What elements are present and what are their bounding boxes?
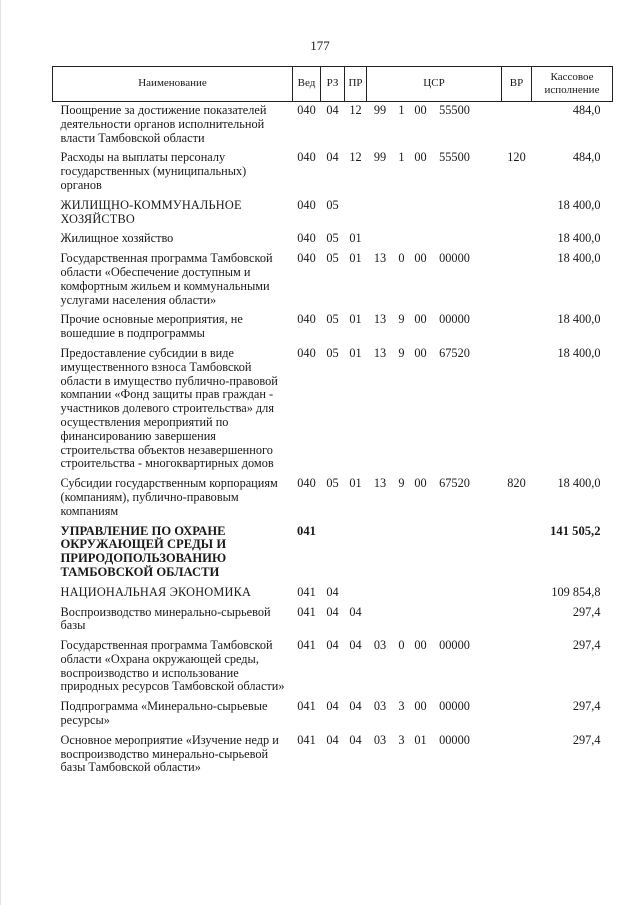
row-amount: 18 400,0 (557, 312, 601, 327)
header-vr: ВР (502, 67, 532, 102)
row-rz: 04 (326, 699, 339, 714)
csr-program: 03 (373, 732, 387, 747)
csr-event: 00 (414, 699, 427, 714)
csr-subprogram: 1 (398, 103, 405, 117)
csr-direction: 00000 (439, 638, 470, 653)
row-rz: 05 (326, 251, 339, 266)
row-vr (502, 732, 532, 779)
row-rz: 05 (326, 231, 339, 246)
row-pr: 04 (349, 699, 362, 714)
row-name: Прочие основные мероприятия, не вошедшие в подпрограммы (60, 312, 243, 341)
row-vr (502, 604, 532, 638)
csr-program: 13 (373, 345, 387, 360)
row-csr (367, 523, 502, 584)
csr-subprogram: 9 (398, 476, 405, 491)
row-rz: 05 (326, 312, 339, 327)
table-row (53, 604, 613, 638)
csr-event: 00 (414, 345, 427, 360)
row-name: Подпрограмма «Минерально-сырьевые ресурсы» (60, 699, 268, 728)
csr-program: 99 (373, 103, 387, 117)
row-csr (367, 102, 502, 150)
row-rz: 04 (326, 604, 339, 619)
csr-subprogram: 1 (398, 150, 405, 165)
row-amount: 297,4 (572, 732, 601, 747)
row-rz: 05 (326, 345, 339, 360)
table-row (53, 698, 613, 732)
row-vr (502, 523, 532, 584)
row-ved: 041 (297, 604, 316, 619)
table-row (53, 637, 613, 698)
row-ved: 040 (297, 312, 316, 327)
csr-direction: 00000 (439, 699, 470, 714)
row-ved: 040 (297, 103, 316, 117)
row-ved: 041 (297, 732, 316, 747)
header-csr: ЦСР (367, 67, 502, 102)
row-pr: 01 (349, 231, 362, 246)
row-ved: 041 (297, 584, 316, 599)
budget-execution-table (52, 66, 613, 779)
csr-direction: 67520 (439, 476, 470, 491)
page-number: 177 (310, 38, 330, 53)
row-ved: 040 (297, 231, 316, 246)
row-amount: 18 400,0 (557, 231, 601, 246)
row-rz: 05 (326, 197, 339, 212)
row-amount: 18 400,0 (557, 251, 601, 266)
row-csr (367, 604, 502, 638)
table-row (53, 197, 613, 231)
header-name: Наименование (53, 67, 293, 102)
row-pr: 04 (349, 604, 362, 619)
table-row (53, 311, 613, 345)
table-row (53, 102, 613, 150)
row-vr (502, 311, 532, 345)
row-name: Субсидии государственным корпорациям (компаниям), публично-правовым компаниям (60, 476, 278, 518)
row-ved: 041 (297, 638, 316, 653)
row-pr: 12 (349, 150, 362, 165)
row-name: ЖИЛИЩНО-КОММУНАЛЬНОЕ ХОЗЯЙСТВО (60, 197, 242, 226)
row-ved: 040 (297, 476, 316, 491)
header-rz: РЗ (321, 67, 345, 102)
row-vr (502, 250, 532, 311)
csr-subprogram: 3 (398, 699, 405, 714)
row-vr (502, 584, 532, 604)
row-amount: 18 400,0 (557, 197, 601, 212)
row-csr (367, 637, 502, 698)
row-amount: 109 854,8 (551, 584, 601, 599)
row-vr (502, 698, 532, 732)
csr-subprogram: 9 (398, 345, 405, 360)
table-row (53, 732, 613, 779)
row-pr (345, 523, 367, 584)
row-vr (502, 102, 532, 150)
csr-program: 03 (373, 638, 387, 653)
row-csr (367, 345, 502, 475)
row-name: НАЦИОНАЛЬНАЯ ЭКОНОМИКА (60, 584, 252, 599)
row-ved: 040 (297, 251, 316, 266)
row-csr (367, 475, 502, 522)
row-name: Предоставление субсидии в виде имущественного взноса Тамбовской области в имущество публично-правовой компании «Фонд защиты прав граждан - участников долевого строительства» для осуществления мероприятий по финансированию завершения строительства объектов незавершенного строительства - многоквартирных домов (60, 345, 278, 471)
row-csr (367, 584, 502, 604)
row-pr (345, 584, 367, 604)
csr-event: 00 (414, 150, 427, 165)
scan-edge-shadow (0, 0, 1, 905)
csr-subprogram: 9 (398, 312, 405, 327)
table-row (53, 345, 613, 475)
row-vr (502, 197, 532, 231)
row-pr: 01 (349, 345, 362, 360)
row-rz: 04 (326, 150, 339, 165)
row-amount: 484,0 (572, 103, 601, 117)
row-rz: 05 (326, 476, 339, 491)
row-name: Жилищное хозяйство (60, 231, 174, 246)
row-rz (321, 523, 345, 584)
csr-event: 00 (414, 312, 427, 327)
row-name: Поощрение за достижение показателей деятельности органов исполнительной власти Тамбовской области (60, 103, 267, 145)
row-csr (367, 149, 502, 196)
csr-program: 99 (373, 150, 387, 165)
table-row (53, 475, 613, 522)
csr-event: 00 (414, 251, 427, 266)
table-row (53, 584, 613, 604)
header-ved: Вед (293, 67, 321, 102)
row-rz: 04 (326, 584, 339, 599)
row-rz: 04 (326, 638, 339, 653)
csr-direction: 00000 (439, 732, 470, 747)
row-ved: 041 (297, 523, 316, 538)
row-csr (367, 311, 502, 345)
row-pr: 01 (349, 312, 362, 327)
csr-subprogram: 0 (398, 251, 405, 266)
row-ved: 040 (297, 197, 316, 212)
row-csr (367, 230, 502, 250)
row-csr (367, 250, 502, 311)
csr-program: 13 (373, 251, 387, 266)
row-ved: 040 (297, 345, 316, 360)
row-name: Государственная программа Тамбовской области «Обеспечение доступным и комфортным жильем и коммунальными услугами населения области» (60, 251, 273, 307)
table-row (53, 250, 613, 311)
csr-program: 13 (373, 476, 387, 491)
row-pr: 01 (349, 476, 362, 491)
row-name: Расходы на выплаты персоналу государственных (муниципальных) органов (60, 150, 247, 192)
row-ved: 041 (297, 699, 316, 714)
row-rz: 04 (326, 103, 339, 117)
table-row (53, 523, 613, 584)
row-pr (345, 197, 367, 231)
csr-event: 01 (414, 732, 427, 747)
row-csr (367, 197, 502, 231)
csr-direction: 00000 (439, 251, 470, 266)
table-header-row (53, 67, 613, 102)
csr-event: 00 (414, 638, 427, 653)
csr-direction: 55500 (439, 150, 470, 165)
row-csr (367, 698, 502, 732)
csr-subprogram: 3 (398, 732, 405, 747)
row-amount: 297,4 (572, 638, 601, 653)
row-amount: 297,4 (572, 604, 601, 619)
row-pr: 04 (349, 732, 362, 747)
table-row (53, 149, 613, 196)
row-amount: 141 505,2 (550, 523, 601, 538)
row-csr (367, 732, 502, 779)
csr-subprogram: 0 (398, 638, 405, 653)
row-name: Воспроизводство минерально-сырьевой базы (60, 604, 271, 633)
row-rz: 04 (326, 732, 339, 747)
csr-event: 00 (414, 476, 427, 491)
csr-direction: 67520 (439, 345, 470, 360)
row-pr: 12 (349, 103, 362, 117)
csr-program: 03 (373, 699, 387, 714)
header-amount: Кассовое исполнение (532, 67, 613, 102)
table-body (53, 102, 613, 780)
row-vr (502, 637, 532, 698)
row-name: УПРАВЛЕНИЕ ПО ОХРАНЕ ОКРУЖАЮЩЕЙ СРЕДЫ И ПРИРОДОПОЛЬЗОВАНИЮ ТАМБОВСКОЙ ОБЛАСТИ (60, 523, 227, 579)
row-amount: 297,4 (572, 699, 601, 714)
row-name: Государственная программа Тамбовской области «Охрана окружающей среды, воспроизводство и использование природных ресурсов Тамбовской области» (60, 638, 285, 694)
row-amount: 484,0 (572, 150, 601, 165)
row-vr (502, 345, 532, 475)
table-row (53, 230, 613, 250)
row-vr: 820 (507, 476, 526, 491)
row-amount: 18 400,0 (557, 476, 601, 491)
row-pr: 04 (349, 638, 362, 653)
row-vr: 120 (507, 150, 526, 165)
row-pr: 01 (349, 251, 362, 266)
csr-event: 00 (414, 103, 427, 117)
csr-program: 13 (373, 312, 387, 327)
header-pr: ПР (345, 67, 367, 102)
csr-direction: 55500 (439, 103, 470, 117)
csr-direction: 00000 (439, 312, 470, 327)
row-amount: 18 400,0 (557, 345, 601, 360)
row-vr (502, 230, 532, 250)
row-ved: 040 (297, 150, 316, 165)
row-name: Основное мероприятие «Изучение недр и воспроизводство минерально-сырьевой базы Тамбовской области» (60, 732, 279, 775)
